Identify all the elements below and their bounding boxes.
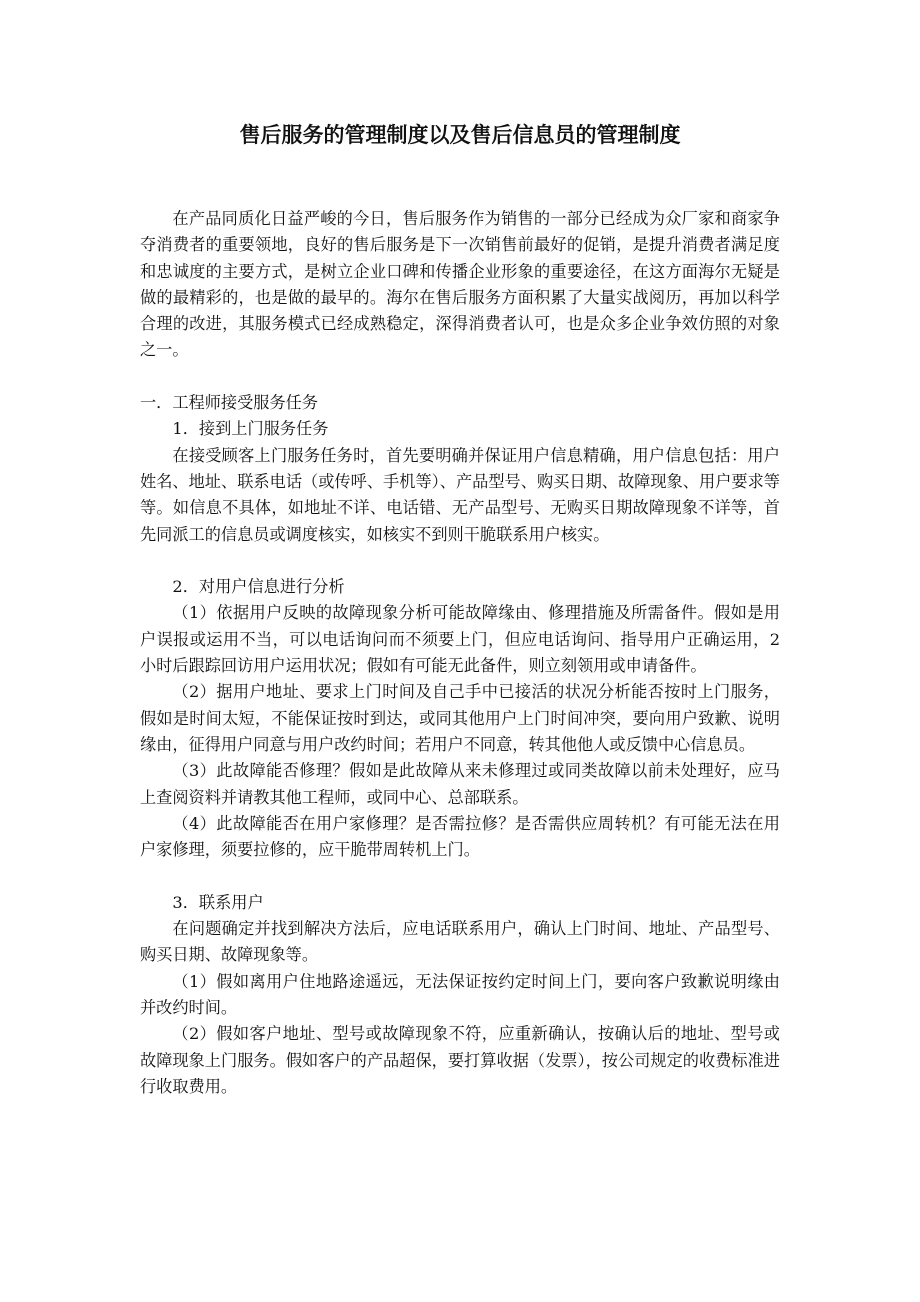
section-heading: 一．工程师接受服务任务 — [140, 393, 319, 413]
body-paragraph: 在接受顾客上门服务任务时，首先要明确并保证用户信息精确，用户信息包括：用户姓名、地址、联系电话（或传呼、手机等）、产品型号、购买日期、故障现象、用户要求等等。如信息不具体，如地址不详、电话错、无产品型号、无购买日期故障现象不详等，首先同派工的信息员或调度核实，如核实不到则干脆联系用户核实。 — [140, 445, 780, 544]
paragraph-gap — [140, 364, 780, 390]
document-title: 售后服务的管理制度以及售后信息员的管理制度 — [239, 123, 681, 147]
subsection-heading: 2．对用户信息进行分析 — [172, 577, 345, 597]
subsection-heading: 3．联系用户 — [172, 892, 264, 912]
body-paragraph: 在问题确定并找到解决方法后，应电话联系用户，确认上门时间、地址、产品型号、购买日期、故障现象等。 — [140, 919, 780, 965]
paragraph-gap — [140, 863, 780, 889]
list-item: （2）假如客户地址、型号或故障现象不符，应重新确认，按确认后的地址、型号或故障现象上门服务。假如客户的产品超保，要打算收据（发票），按公司规定的收费标准进行收取费用。 — [140, 1024, 780, 1096]
paragraph-gap — [140, 548, 780, 574]
subsection-heading: 1．接到上门服务任务 — [172, 419, 329, 439]
document-body — [140, 206, 780, 1100]
list-item: （1）依据用户反映的故障现象分析可能故障缘由、修理措施及所需备件。假如是用户误报或运用不当，可以电话询问而不须要上门，但应电话询问、指导用户正确运用，2 小时后跟踪回访用户运用状况；假如有可能无此备件，则立刻领用或申请备件。 — [140, 603, 780, 676]
intro-paragraph: 在产品同质化日益严峻的今日，售后服务作为销售的一部分已经成为众厂家和商家争夺消费者的重要领地，良好的售后服务是下一次销售前最好的促销，是提升消费者满足度和忠诚度的主要方式，是树立企业口碑和传播企业形象的重要途径，在这方面海尔无疑是做的最精彩的，也是做的最早的。海尔在售后服务方面积累了大量实战阅历，再加以科学合理的改进，其服务模式已经成熟稳定，深得消费者认可，也是众多企业争效仿照的对象之一。 — [140, 209, 780, 360]
list-item: （4）此故障能否在用户家修理？是否需拉修？是否需供应周转机？有可能无法在用户家修理，须要拉修的，应干脆带周转机上门。 — [140, 813, 780, 860]
list-item: （1）假如离用户住地路途遥远，无法保证按约定时间上门，要向客户致歉说明缘由并改约时间。 — [140, 971, 780, 1017]
list-item: （2）据用户地址、要求上门时间及自己手中已接活的状况分析能否按时上门服务，假如是时间太短，不能保证按时到达，或同其他用户上门时间冲突，要向用户致歉、说明缘由，征得用户同意与用户改约时间；若用户不同意，转其他他人或反馈中心信息员。 — [140, 682, 780, 754]
list-item: （3）此故障能否修理？假如是此故障从来未修理过或同类故障以前未处理好，应马上查阅资料并请教其他工程师，或同中心、总部联系。 — [140, 761, 780, 807]
